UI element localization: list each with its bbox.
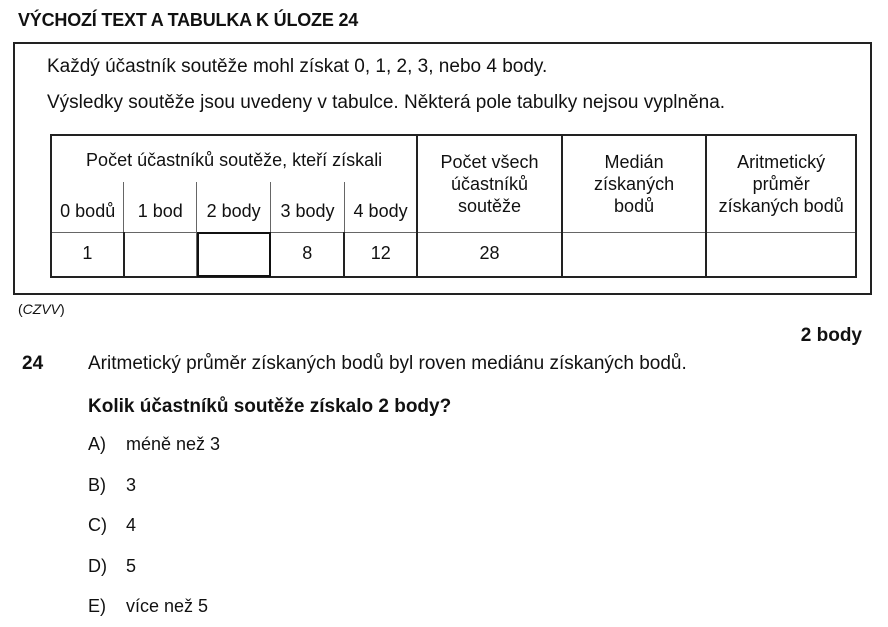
mean-header: Aritmetický průměr získaných bodů <box>706 135 856 232</box>
median-header: Medián získaných bodů <box>562 135 707 232</box>
option-c[interactable]: C) 4 <box>88 515 137 535</box>
source-note: (CZVV) <box>18 301 65 317</box>
option-c-text: 4 <box>126 515 137 535</box>
source-text-box <box>13 42 872 295</box>
results-table <box>50 134 857 278</box>
header-3-points: 3 body <box>271 182 345 232</box>
question-ask: Kolik účastníků soutěže získalo 2 body? <box>88 396 452 417</box>
section-heading: VÝCHOZÍ TEXT A TABULKA K ÚLOZE 24 <box>18 10 359 30</box>
option-d[interactable]: D) 5 <box>88 556 137 576</box>
value-2-points-highlighted <box>197 232 271 277</box>
value-total: 28 <box>417 232 562 277</box>
header-2-points: 2 body <box>197 182 271 232</box>
header-1-point: 1 bod <box>124 182 197 232</box>
header-4-points: 4 body <box>344 182 417 232</box>
question-number: 24 <box>22 353 44 374</box>
group-header: Počet účastníků soutěže, kteří získali <box>51 135 417 182</box>
option-a-text: méně než 3 <box>126 434 221 454</box>
intro-line-1: Každý účastník soutěže mohl získat 0, 1, 2, 3, nebo 4 body. <box>47 56 548 77</box>
option-e-text: více než 5 <box>126 596 209 616</box>
value-mean <box>706 232 856 277</box>
points-label: 2 body <box>800 325 862 346</box>
value-1-point <box>124 232 197 277</box>
total-header: Počet všech účastníků soutěže <box>417 135 562 232</box>
option-d-text: 5 <box>126 556 137 576</box>
value-3-points: 8 <box>271 232 345 277</box>
header-0-points: 0 bodů <box>51 182 124 232</box>
option-e[interactable]: E) více než 5 <box>88 596 209 616</box>
question-text: Aritmetický průměr získaných bodů byl roven mediánu získaných bodů. <box>88 353 687 374</box>
value-4-points: 12 <box>344 232 417 277</box>
value-0-points: 1 <box>51 232 124 277</box>
intro-line-2: Výsledky soutěže jsou uvedeny v tabulce. Některá pole tabulky nejsou vyplněna. <box>47 92 726 113</box>
option-b-text: 3 <box>126 475 137 495</box>
value-median <box>562 232 707 277</box>
option-a[interactable]: A) méně než 3 <box>88 434 221 454</box>
option-b[interactable]: B) 3 <box>88 475 137 495</box>
